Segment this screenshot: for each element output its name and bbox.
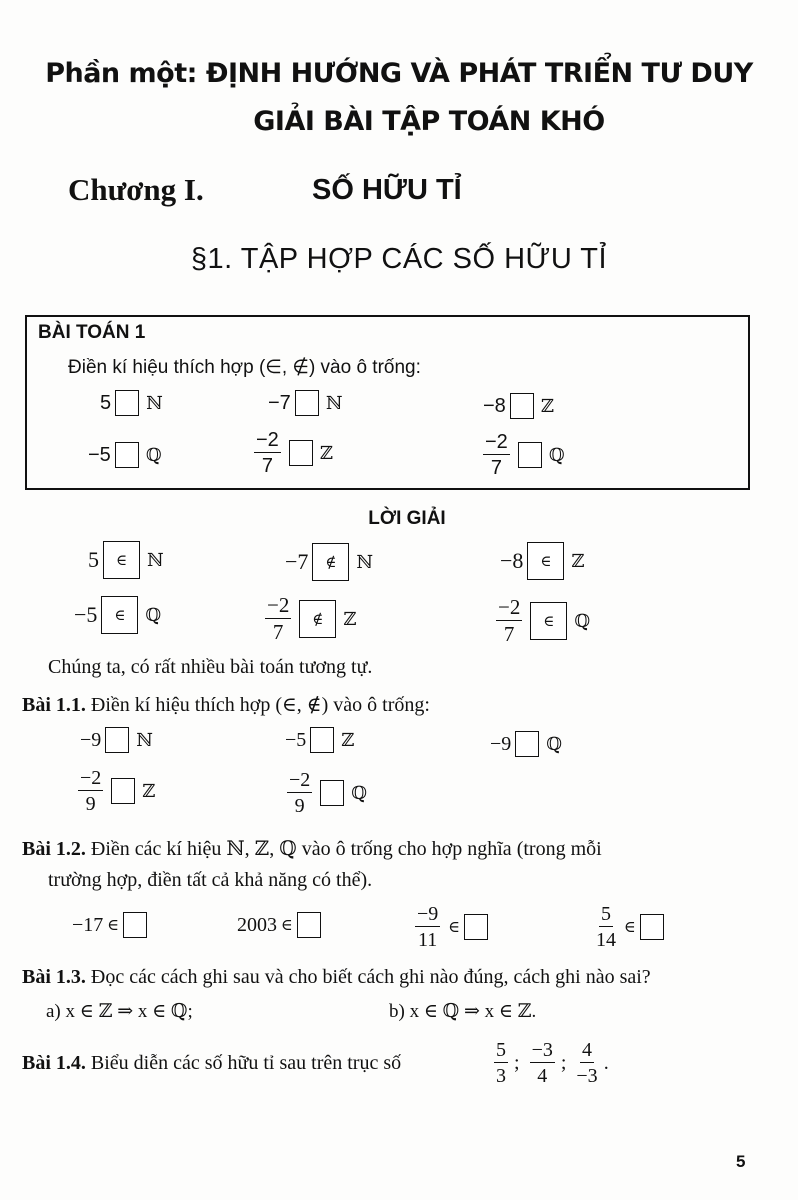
set-symbol: ℕ bbox=[147, 549, 164, 571]
numerator: −2 bbox=[485, 431, 508, 453]
exercise-1-3-a: a) x ∈ ℤ ⇒ x ∈ ℚ; bbox=[46, 1001, 193, 1022]
numerator: −2 bbox=[80, 767, 102, 789]
set-symbol: ℤ bbox=[571, 550, 585, 572]
exercise-1-2-item bbox=[596, 904, 664, 950]
set-symbol: ℕ bbox=[325, 392, 343, 414]
separator: . bbox=[603, 1051, 609, 1074]
problem-1-item bbox=[88, 442, 162, 468]
answer-blank[interactable] bbox=[320, 780, 344, 806]
denominator: 3 bbox=[496, 1065, 506, 1087]
set-symbol: ℚ bbox=[574, 610, 591, 632]
denominator: 9 bbox=[294, 795, 305, 817]
lhs-value: −8 bbox=[500, 548, 524, 573]
exercise-1-1-item bbox=[80, 727, 153, 753]
exercise-1-2-item bbox=[72, 912, 147, 938]
exercise-text: Biểu diễn các số hữu tỉ sau trên trục số bbox=[90, 1052, 402, 1074]
chapter-label: Chương I. bbox=[68, 172, 204, 207]
element-of-symbol: ∈ bbox=[107, 917, 120, 934]
chapter-name: SỐ HỮU TỈ bbox=[312, 174, 462, 206]
exercise-1-1-item bbox=[490, 731, 562, 757]
exercise-text: Điền các kí hiệu ℕ, ℤ, ℚ vào ô trống cho hợp nghĩa (trong mỗi bbox=[90, 838, 602, 860]
denominator: 14 bbox=[596, 929, 616, 951]
answer-blank[interactable] bbox=[295, 390, 319, 416]
denominator: 9 bbox=[85, 793, 96, 815]
answer-blank[interactable] bbox=[510, 393, 534, 419]
lhs-value: −7 bbox=[268, 391, 291, 414]
answer-box: ∈ bbox=[527, 542, 564, 580]
exercise-1-2 bbox=[22, 836, 602, 861]
denominator: 7 bbox=[490, 457, 502, 479]
numerator: 5 bbox=[601, 903, 611, 925]
problem-1-item bbox=[268, 390, 342, 416]
separator: ; bbox=[514, 1051, 520, 1074]
fraction bbox=[530, 1040, 555, 1086]
fraction bbox=[78, 768, 103, 814]
exercise-label: Bài 1.3. bbox=[22, 966, 86, 988]
set-symbol: ℚ bbox=[145, 444, 162, 466]
answer-box: ∉ bbox=[299, 600, 336, 638]
answer-blank[interactable] bbox=[297, 912, 321, 938]
exercise-1-1-item bbox=[287, 770, 367, 816]
numerator: −2 bbox=[267, 593, 290, 617]
answer-box: ∈ bbox=[530, 602, 567, 640]
fraction bbox=[254, 430, 281, 476]
problem-1-item bbox=[483, 393, 554, 419]
fraction bbox=[596, 904, 616, 950]
exercise-label: Bài 1.2. bbox=[22, 838, 86, 860]
set-symbol: ℚ bbox=[546, 733, 562, 755]
fraction bbox=[287, 770, 312, 816]
exercise-label: Bài 1.1. bbox=[22, 694, 86, 716]
exercise-1-4-fractions bbox=[494, 1040, 609, 1086]
fraction bbox=[494, 1040, 508, 1086]
solution-item bbox=[285, 543, 373, 581]
page-number: 5 bbox=[736, 1152, 746, 1171]
element-of-symbol: ∈ bbox=[448, 919, 461, 936]
lhs-value: −9 bbox=[80, 728, 102, 751]
set-symbol: ℤ bbox=[142, 780, 156, 802]
element-of-symbol: ∈ bbox=[624, 919, 636, 936]
set-symbol: ℕ bbox=[136, 729, 153, 751]
exercise-text: Đọc các cách ghi sau và cho biết cách ghi nào đúng, cách ghi nào sai? bbox=[90, 966, 651, 988]
answer-blank[interactable] bbox=[464, 914, 488, 940]
set-symbol: ℤ bbox=[319, 442, 333, 464]
remark-text: Chúng ta, có rất nhiều bài toán tương tự. bbox=[48, 656, 373, 678]
fraction bbox=[415, 904, 440, 950]
solution-item bbox=[88, 541, 163, 579]
lhs-value: −5 bbox=[285, 728, 307, 751]
fraction bbox=[576, 1040, 597, 1086]
set-symbol: ℚ bbox=[548, 444, 565, 466]
denominator: 7 bbox=[261, 455, 273, 477]
set-symbol: ℚ bbox=[145, 604, 162, 626]
answer-blank[interactable] bbox=[289, 440, 313, 466]
denominator: 7 bbox=[272, 620, 284, 644]
answer-blank[interactable] bbox=[115, 442, 139, 468]
numerator: −2 bbox=[498, 595, 521, 619]
numerator: −2 bbox=[289, 769, 311, 791]
exercise-1-1-item bbox=[285, 727, 354, 753]
exercise-1-3 bbox=[22, 966, 651, 989]
problem-1-item bbox=[100, 390, 163, 416]
fraction bbox=[483, 432, 510, 478]
set-symbol: ℤ bbox=[540, 395, 554, 417]
solution-item bbox=[74, 596, 161, 634]
answer-box: ∈ bbox=[101, 596, 138, 634]
numerator: 5 bbox=[496, 1039, 506, 1061]
numerator: −9 bbox=[417, 903, 439, 925]
problem-1-title: BÀI TOÁN 1 bbox=[38, 322, 146, 343]
fraction bbox=[265, 595, 291, 643]
answer-blank[interactable] bbox=[105, 727, 129, 753]
lhs-value: 5 bbox=[88, 547, 99, 572]
element-of-symbol: ∈ bbox=[281, 917, 293, 934]
solution-item bbox=[265, 595, 356, 643]
section-title: §1. TẬP HỢP CÁC SỐ HỮU TỈ bbox=[190, 243, 608, 275]
denominator: 7 bbox=[503, 622, 515, 646]
lhs-value: −9 bbox=[490, 732, 512, 755]
exercise-1-1-item bbox=[78, 768, 155, 814]
exercise-1-4 bbox=[22, 1052, 401, 1075]
part-title-line1: Phần một: ĐỊNH HƯỚNG VÀ PHÁT TRIỂN TƯ DUY bbox=[45, 58, 753, 89]
solution-title: LỜI GIẢI bbox=[368, 508, 446, 529]
exercise-text: Điền kí hiệu thích hợp (∈, ∉) vào ô trống: bbox=[90, 694, 430, 716]
lhs-value: 5 bbox=[100, 391, 112, 414]
answer-blank[interactable] bbox=[111, 778, 135, 804]
answer-box: ∉ bbox=[312, 543, 349, 581]
numerator: 4 bbox=[582, 1039, 593, 1061]
exercise-label: Bài 1.4. bbox=[22, 1052, 86, 1074]
answer-blank[interactable] bbox=[310, 727, 334, 753]
set-symbol: ℚ bbox=[351, 782, 367, 804]
set-symbol: ℤ bbox=[343, 608, 357, 630]
denominator: −3 bbox=[576, 1065, 598, 1087]
solution-item bbox=[500, 542, 585, 580]
lhs-value: −5 bbox=[88, 443, 111, 466]
exercise-1-2-item bbox=[237, 912, 321, 938]
denominator: 11 bbox=[418, 929, 438, 951]
denominator: 4 bbox=[537, 1065, 548, 1087]
numerator: −3 bbox=[531, 1039, 553, 1061]
answer-blank[interactable] bbox=[640, 914, 664, 940]
lhs-value: −7 bbox=[285, 549, 309, 574]
exercise-1-2-item bbox=[415, 904, 488, 950]
numerator: −2 bbox=[256, 429, 279, 451]
answer-blank[interactable] bbox=[518, 442, 542, 468]
set-symbol: ℕ bbox=[356, 551, 373, 573]
separator: ; bbox=[560, 1051, 567, 1074]
solution-item bbox=[496, 597, 590, 645]
answer-blank[interactable] bbox=[115, 390, 139, 416]
set-symbol: ℕ bbox=[146, 392, 163, 414]
part-title-line2: GIẢI BÀI TẬP TOÁN KHÓ bbox=[253, 106, 605, 137]
fraction bbox=[496, 597, 522, 645]
answer-blank[interactable] bbox=[123, 912, 147, 938]
exercise-1-3-b: b) x ∈ ℚ ⇒ x ∈ ℤ. bbox=[389, 1001, 537, 1022]
lhs-value: −5 bbox=[74, 602, 98, 627]
lhs-value: −8 bbox=[483, 394, 506, 417]
lhs-value: 2003 bbox=[237, 913, 277, 936]
answer-box: ∈ bbox=[103, 541, 140, 579]
lhs-value: −17 bbox=[72, 913, 104, 936]
set-symbol: ℤ bbox=[341, 729, 355, 751]
answer-blank[interactable] bbox=[515, 731, 539, 757]
problem-1-item bbox=[254, 430, 333, 476]
exercise-1-1 bbox=[22, 692, 430, 717]
exercise-1-2-continued: trường hợp, điền tất cả khả năng có thể). bbox=[48, 869, 373, 891]
problem-1-item bbox=[483, 432, 565, 478]
problem-1-prompt: Điền kí hiệu thích hợp (∈, ∉) vào ô trống: bbox=[68, 357, 421, 378]
